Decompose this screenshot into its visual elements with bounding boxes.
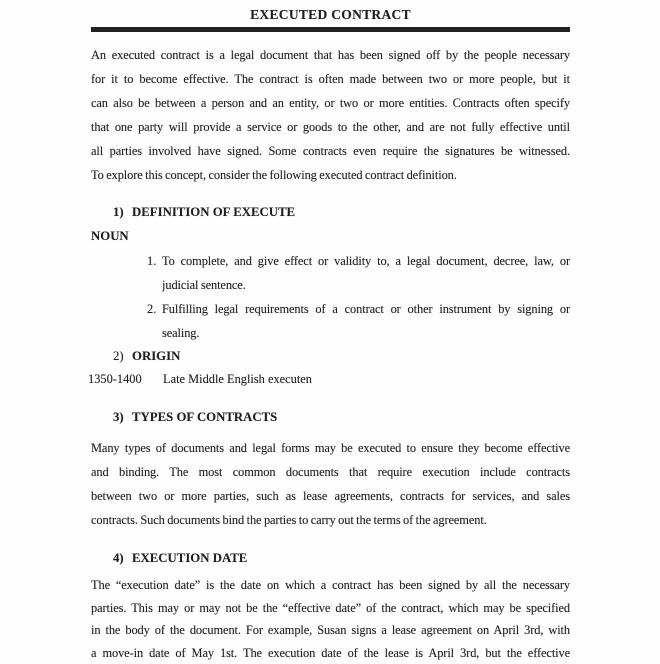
intro-line: that one party will provide a service or goods to the other, and are not fully effective until — [91, 115, 570, 139]
body-line: Many types of documents and legal forms may be executed to ensure they become effective — [91, 436, 570, 460]
title-rule — [91, 27, 570, 32]
list-line: Fulfilling legal requirements of a contract or other instrument by signing or — [162, 297, 570, 321]
origin-text: Late Middle English executen — [163, 367, 312, 391]
types-paragraph — [91, 436, 570, 532]
intro-line: for it to become effective. The contract is often made between two or more people, but it — [91, 67, 570, 91]
origin-years: 1350-1400 — [88, 367, 163, 391]
section-number: 1) — [113, 203, 132, 222]
section-heading-execution-date — [91, 549, 570, 568]
intro-paragraph — [91, 43, 570, 187]
section-heading-text: TYPES OF CONTRACTS — [132, 410, 277, 424]
section-heading-origin — [91, 347, 570, 366]
section-heading-types — [91, 408, 570, 427]
body-line: a move-in date of May 1st. The execution date of the lease is April 3rd, but the effective — [91, 642, 570, 664]
definition-list — [91, 249, 570, 345]
list-line: To complete, and give effect or validity to, a legal document, decree, law, or — [162, 249, 570, 273]
list-line: sealing. — [162, 321, 570, 345]
intro-line: all parties involved have signed. Some contracts even require the signatures be witnessed. — [91, 139, 570, 163]
section-heading-text: EXECUTION DATE — [132, 551, 247, 565]
body-line: between two or more parties, such as lease agreements, contracts for services, and sales — [91, 484, 570, 508]
section-number: 3) — [113, 408, 132, 427]
list-line: judicial sentence. — [162, 273, 570, 297]
body-line: and binding. The most common documents that require execution include contracts — [91, 460, 570, 484]
body-line: in the body of the document. For example, Susan signs a lease agreement on April 3rd, with — [91, 619, 570, 642]
intro-line: can also be between a person and an entity, or two or more entities. Contracts often specify — [91, 91, 570, 115]
origin-entry — [88, 367, 570, 391]
section-number: 4) — [113, 549, 132, 568]
list-marker: 1. — [147, 249, 156, 273]
section-heading-text: ORIGIN — [132, 349, 180, 363]
body-line: parties. This may or may not be the “effective date” of the contract, which may be specified — [91, 597, 570, 620]
body-line: contracts. Such documents bind the parties to carry out the terms of the agreement. — [91, 508, 570, 532]
section-number: 2) — [113, 347, 132, 366]
intro-line: To explore this concept, consider the following executed contract definition. — [91, 163, 570, 187]
page-title: EXECUTED CONTRACT — [91, 6, 570, 24]
section-heading-text: DEFINITION OF EXECUTE — [132, 205, 295, 219]
execution-date-paragraph — [91, 574, 570, 664]
list-marker: 2. — [147, 297, 156, 321]
list-item — [91, 297, 570, 345]
body-line: The “execution date” is the date on which a contract has been signed by all the necessary — [91, 574, 570, 597]
section-heading-definition — [91, 203, 570, 222]
intro-line: An executed contract is a legal document that has been signed off by the people necessary — [91, 43, 570, 67]
list-item — [91, 249, 570, 297]
subheading-noun: NOUN — [91, 227, 570, 246]
